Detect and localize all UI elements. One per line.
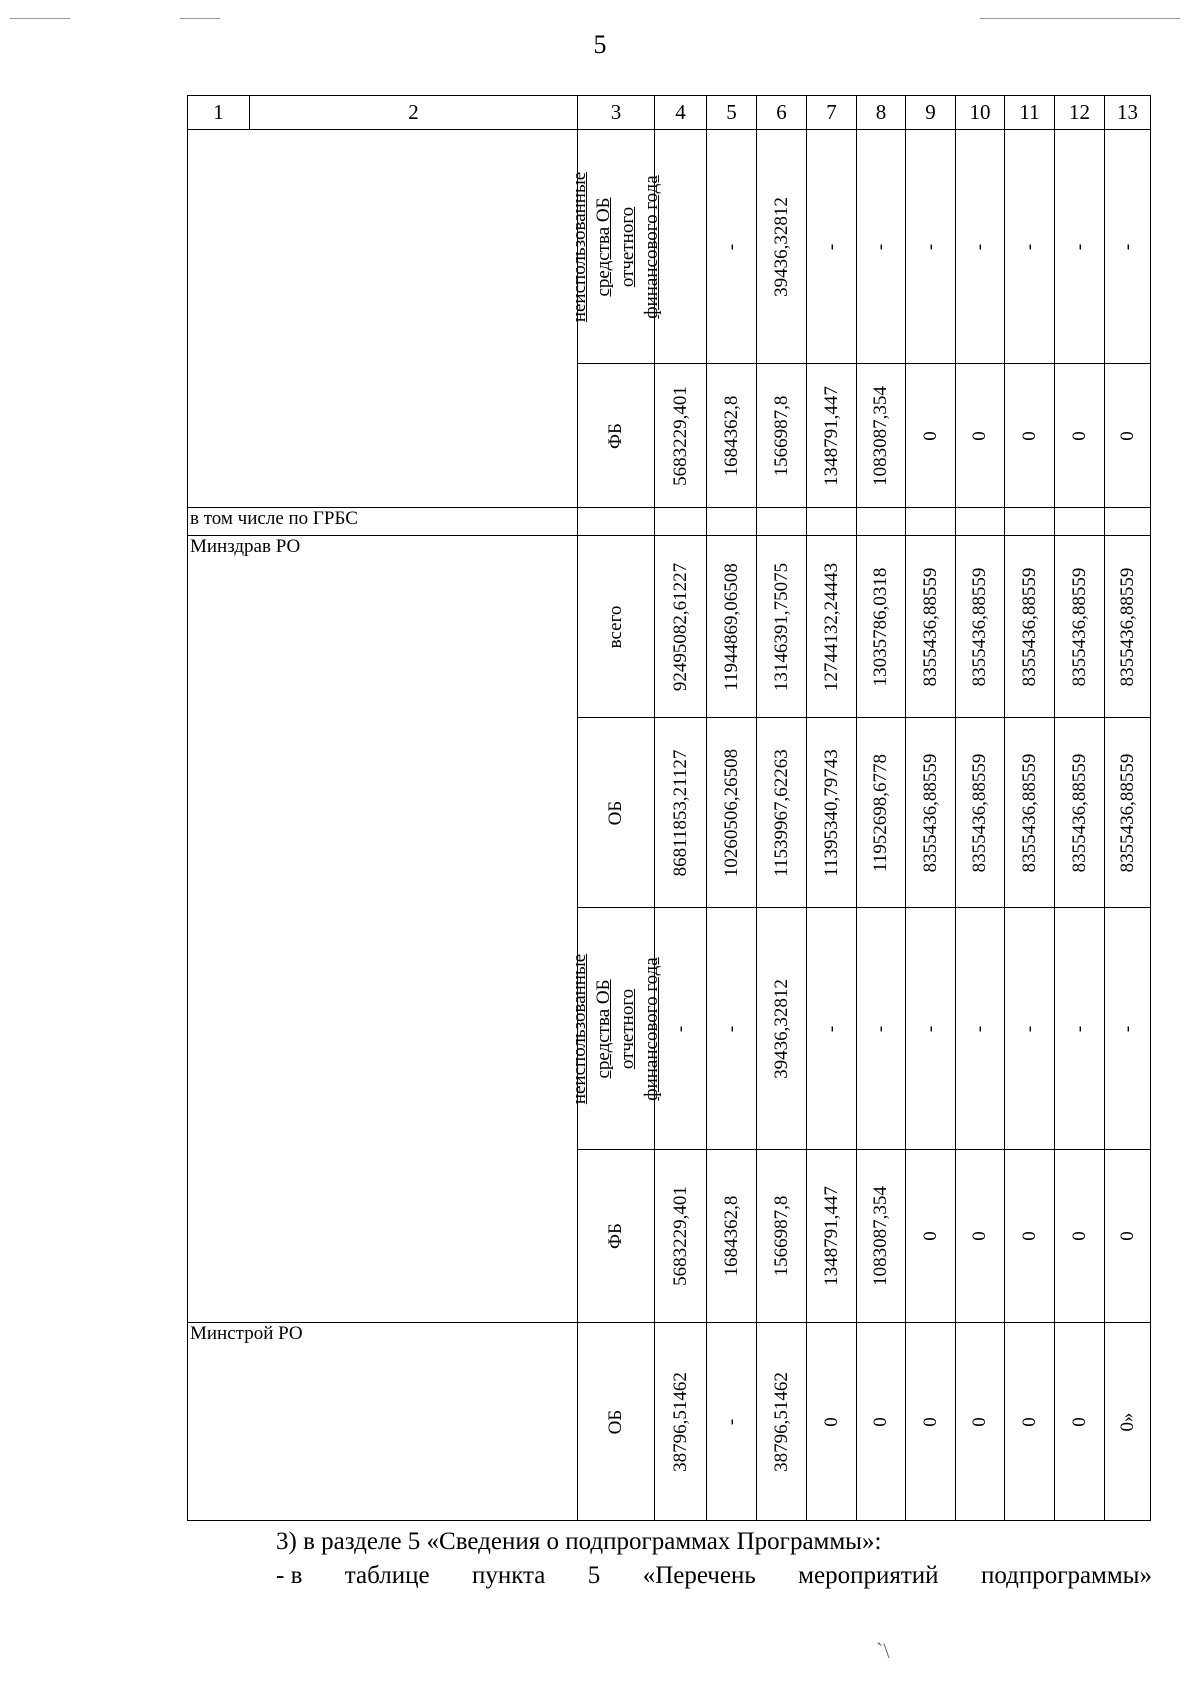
value: 8355436,88559 <box>969 753 990 872</box>
value-cell <box>807 718 857 908</box>
value-cell <box>707 1323 757 1521</box>
value: 5683229,401 <box>669 1186 691 1286</box>
value: - <box>1018 1025 1040 1032</box>
empty-cell <box>707 508 757 536</box>
value-cell <box>857 130 906 364</box>
footer-word: мероприятий <box>798 1562 939 1589</box>
value-cell <box>857 718 906 908</box>
value-cell <box>655 536 707 718</box>
value-cell <box>1005 130 1055 364</box>
value-cell <box>906 1150 956 1323</box>
value: 0 <box>1116 1231 1138 1241</box>
value-cell <box>1005 1150 1055 1323</box>
value-cell <box>807 1150 857 1323</box>
value-cell <box>1055 130 1105 364</box>
table-row <box>188 536 1151 718</box>
value-cell <box>956 364 1005 508</box>
value-cell <box>1105 908 1151 1150</box>
group-label <box>188 130 578 508</box>
value-cell <box>857 1150 906 1323</box>
header-cell: 8 <box>857 96 906 130</box>
value: 1348791,447 <box>820 385 842 486</box>
value: 0 <box>1068 430 1090 441</box>
value-cell <box>906 718 956 908</box>
value: 1566987,8 <box>770 1195 792 1277</box>
value-cell <box>757 1150 807 1323</box>
value: - <box>870 243 891 250</box>
value-cell <box>1105 536 1151 718</box>
footer-word: подпрограммы» <box>980 1562 1152 1589</box>
value-cell <box>1055 908 1105 1150</box>
value-cell <box>655 1323 707 1521</box>
value: - <box>820 1025 842 1032</box>
value-cell <box>655 1150 707 1323</box>
value-cell <box>906 1323 956 1521</box>
row-type-cell <box>569 130 662 364</box>
header-cell: 12 <box>1055 96 1105 130</box>
value: 1083087,354 <box>870 385 891 486</box>
value: 1348791,447 <box>820 1186 842 1286</box>
header-cell: 3 <box>578 96 655 130</box>
value: - <box>870 1025 891 1032</box>
value-cell <box>956 1150 1005 1323</box>
value-cell <box>707 364 757 508</box>
value: 0 <box>1116 430 1138 441</box>
value: 0 <box>870 1416 891 1427</box>
value-cell <box>1105 364 1151 508</box>
header-cell: 11 <box>1005 96 1055 130</box>
value: 0 <box>969 430 990 441</box>
value: 0 <box>919 1416 941 1427</box>
value: 5683229,401 <box>669 385 691 486</box>
value-cell <box>807 130 857 364</box>
section-label: в том числе по ГРБС <box>188 508 578 536</box>
value-cell <box>807 908 857 1150</box>
footer-line-2 <box>276 1562 1152 1590</box>
value: 8355436,88559 <box>1068 567 1090 686</box>
value: 0 <box>919 1231 941 1241</box>
value: 8355436,88559 <box>1018 753 1040 872</box>
value: 92495082,61227 <box>669 562 691 691</box>
page-number: 5 <box>593 30 607 59</box>
footer-line-1: 3) в разделе 5 «Сведения о подпрограммах Программы»: <box>276 1528 882 1555</box>
value-cell <box>857 536 906 718</box>
value: 1684362,8 <box>720 1195 742 1277</box>
value-cell <box>857 364 906 508</box>
group-label: Минздрав РО <box>188 536 578 1323</box>
value: 8355436,88559 <box>969 567 990 686</box>
value-cell <box>1055 718 1105 908</box>
value-cell <box>1105 1150 1151 1323</box>
value-cell <box>906 364 956 508</box>
value-cell <box>707 536 757 718</box>
empty-cell <box>1105 508 1151 536</box>
value: 39436,32812 <box>770 978 792 1079</box>
value: 1083087,354 <box>870 1186 891 1286</box>
row-type: ФБ <box>605 422 626 449</box>
empty-cell <box>1005 508 1055 536</box>
row-type: неиспользованные средства ОБ отчетного финансового года <box>569 953 662 1104</box>
value: 0 <box>969 1416 990 1427</box>
value-cell <box>906 130 956 364</box>
financing-table <box>187 95 1151 1521</box>
row-type-cell <box>578 1323 655 1521</box>
value-cell <box>1005 908 1055 1150</box>
header-cell: 2 <box>250 96 578 130</box>
value-cell <box>655 908 707 1150</box>
value-cell <box>1055 1150 1105 1323</box>
value-cell <box>956 130 1005 364</box>
value-cell <box>655 130 707 364</box>
value: 8355436,88559 <box>919 567 941 686</box>
value-cell <box>1055 536 1105 718</box>
row-type: всего <box>605 605 626 648</box>
value-cell <box>807 364 857 508</box>
value-cell <box>757 1323 807 1521</box>
header-cell: 9 <box>906 96 956 130</box>
value-cell <box>1105 130 1151 364</box>
value: - <box>969 1025 990 1032</box>
value: 0 <box>1018 430 1040 441</box>
scan-smudge: `\ <box>876 1638 890 1663</box>
empty-cell <box>857 508 906 536</box>
value: - <box>720 1025 742 1032</box>
header-cell: 7 <box>807 96 857 130</box>
scan-edge-mark <box>180 18 220 19</box>
value: 8355436,88559 <box>1116 753 1138 872</box>
value: - <box>919 1025 941 1032</box>
value: - <box>969 243 990 250</box>
value-cell <box>707 908 757 1150</box>
value-cell <box>757 130 807 364</box>
value: 0 <box>1068 1416 1090 1427</box>
value: 38796,51462 <box>669 1371 691 1472</box>
empty-cell <box>1055 508 1105 536</box>
row-type-cell <box>578 1150 655 1323</box>
value: 0 <box>1068 1231 1090 1241</box>
value-cell <box>857 1323 906 1521</box>
value-cell <box>707 130 757 364</box>
value: 0 <box>969 1231 990 1241</box>
value: 0 <box>919 430 941 441</box>
value-cell <box>655 364 707 508</box>
value: 11944869,06508 <box>720 562 742 691</box>
value: - <box>919 243 941 250</box>
table-row <box>188 1323 1151 1521</box>
value-cell <box>807 536 857 718</box>
value-cell <box>906 908 956 1150</box>
scan-edge-mark <box>10 18 70 19</box>
value-cell <box>906 536 956 718</box>
value-cell <box>1105 1323 1151 1521</box>
empty-cell <box>906 508 956 536</box>
section-row <box>188 508 1151 536</box>
footer-word: пункта <box>471 1562 546 1589</box>
value: - <box>720 1418 742 1425</box>
scan-edge-mark <box>980 18 1180 19</box>
row-type-cell <box>569 908 662 1150</box>
value: 39436,32812 <box>770 196 792 297</box>
value: 0» <box>1116 1412 1138 1431</box>
empty-cell <box>956 508 1005 536</box>
row-type: неиспользованные средства ОБ отчетного финансового года <box>569 171 662 322</box>
row-type: ОБ <box>605 1409 626 1434</box>
value-cell <box>655 718 707 908</box>
value: 11952698,6778 <box>870 753 891 872</box>
row-type-cell <box>578 536 655 718</box>
empty-cell <box>655 508 707 536</box>
value-cell <box>1005 364 1055 508</box>
value-cell <box>1005 536 1055 718</box>
value: 1566987,8 <box>770 395 792 476</box>
value: - <box>820 243 842 250</box>
value: - <box>1068 243 1090 250</box>
value: - <box>1116 243 1138 250</box>
header-cell: 10 <box>956 96 1005 130</box>
empty-cell <box>578 508 655 536</box>
value: - <box>1068 1025 1090 1032</box>
value-cell <box>1055 364 1105 508</box>
table-row <box>188 130 1151 364</box>
footer-word: - в <box>276 1562 303 1589</box>
header-cell: 6 <box>757 96 807 130</box>
value: 10260506,26508 <box>720 748 742 877</box>
value-cell <box>1005 718 1055 908</box>
row-type: ОБ <box>605 800 626 825</box>
header-cell: 13 <box>1105 96 1151 130</box>
group-label: Минстрой РО <box>188 1323 578 1521</box>
value-cell <box>956 718 1005 908</box>
row-type-cell <box>578 718 655 908</box>
row-type: ФБ <box>605 1223 626 1249</box>
value-cell <box>707 718 757 908</box>
value: - <box>1018 243 1040 250</box>
value: - <box>669 1025 691 1032</box>
value-cell <box>956 536 1005 718</box>
value: 13146391,75075 <box>770 562 792 691</box>
empty-cell <box>807 508 857 536</box>
header-cell: 4 <box>655 96 707 130</box>
value-cell <box>807 1323 857 1521</box>
value: 8355436,88559 <box>1018 567 1040 686</box>
value: 8355436,88559 <box>1068 753 1090 872</box>
value: 0 <box>820 1416 842 1427</box>
value: 0 <box>1018 1231 1040 1241</box>
value-cell <box>956 908 1005 1150</box>
value: 38796,51462 <box>770 1371 792 1472</box>
value: 13035786,0318 <box>870 567 891 686</box>
value: 0 <box>1018 1416 1040 1427</box>
value-cell <box>1055 1323 1105 1521</box>
value: 1684362,8 <box>720 395 742 476</box>
value: 11539967,62263 <box>770 748 792 877</box>
header-cell: 5 <box>707 96 757 130</box>
value: 86811853,21127 <box>669 749 691 876</box>
value-cell <box>1005 1323 1055 1521</box>
value-cell <box>707 1150 757 1323</box>
value-cell <box>1105 718 1151 908</box>
value: 8355436,88559 <box>919 753 941 872</box>
value: - <box>1116 1025 1138 1032</box>
value-cell <box>757 536 807 718</box>
value-cell <box>757 908 807 1150</box>
header-cell: 1 <box>188 96 250 130</box>
footer-word: таблице <box>344 1562 430 1589</box>
empty-cell <box>757 508 807 536</box>
value: - <box>720 243 742 250</box>
footer-word: 5 <box>587 1562 601 1589</box>
value-cell <box>757 364 807 508</box>
value-cell <box>757 718 807 908</box>
row-type-cell <box>578 364 655 508</box>
value: 11395340,79743 <box>820 748 842 877</box>
value-cell <box>956 1323 1005 1521</box>
value: 12744132,24443 <box>820 562 842 691</box>
value-cell <box>857 908 906 1150</box>
header-row <box>188 96 1151 130</box>
value: 8355436,88559 <box>1116 567 1138 686</box>
footer-word: «Перечень <box>642 1562 756 1589</box>
